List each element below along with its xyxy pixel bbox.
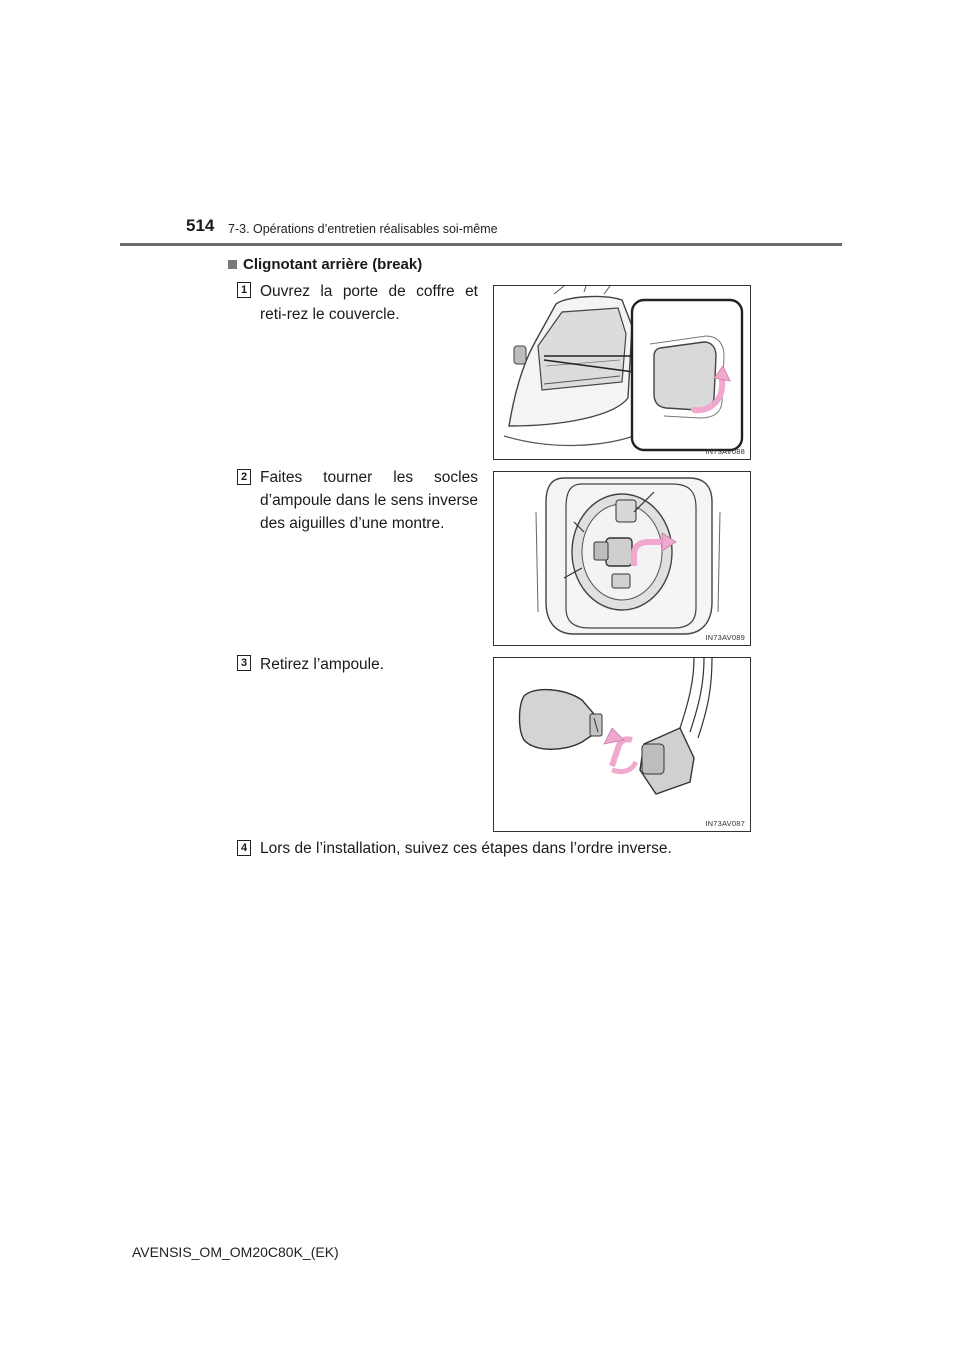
figure-code-1: IN73AV088 — [705, 447, 745, 456]
bulb-removal-illustration — [494, 658, 750, 831]
page-number: 514 — [186, 216, 215, 235]
figure-step-2 — [493, 471, 751, 646]
step-text-2: Faites tourner les socles d’ampoule dans le sens inverse des aiguilles d’une montre. — [260, 469, 478, 532]
step-badge-2: 2 — [237, 469, 251, 485]
step-badge-1: 1 — [237, 282, 251, 298]
trunk-cover-illustration — [494, 286, 750, 459]
step-text-3: Retirez l’ampoule. — [260, 656, 385, 673]
footer-code: AVENSIS_OM_OM20C80K_(EK) — [132, 1244, 339, 1260]
figure-code-3: IN73AV087 — [705, 819, 745, 828]
subheading — [228, 256, 422, 273]
subheading-text: Clignotant arrière (break) — [243, 256, 423, 273]
step-text-1: Ouvrez la porte de coffre et reti-rez le couvercle. — [260, 283, 478, 323]
figure-code-2: IN73AV089 — [705, 633, 745, 642]
step-badge-4: 4 — [237, 840, 251, 856]
header-rule — [120, 243, 842, 246]
figure-step-1 — [493, 285, 751, 460]
step-text-4: Lors de l’installation, suivez ces étapes dans l’ordre inverse. — [260, 840, 672, 857]
square-bullet-icon — [228, 260, 237, 269]
step-badge-3: 3 — [237, 655, 251, 671]
bulb-socket-illustration — [494, 472, 750, 645]
figure-step-3 — [493, 657, 751, 832]
section-title: 7-3. Opérations d’entretien réalisables soi-même — [228, 222, 498, 236]
